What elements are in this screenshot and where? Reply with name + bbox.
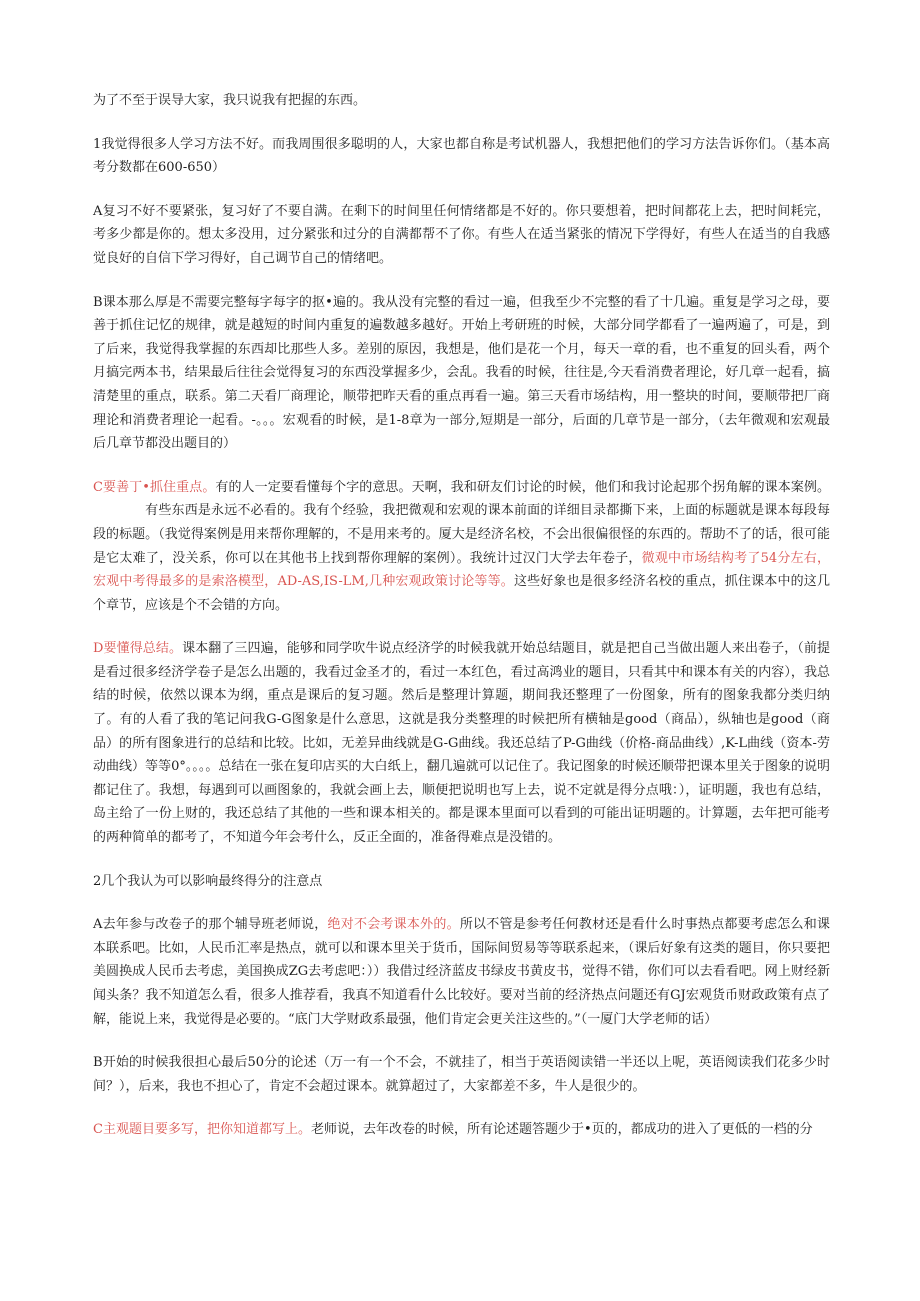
s2-a-text-1: A去年参与改卷子的那个辅导班老师说， [93,917,328,933]
s2-a-highlight: 绝对不会考课本外的。 [327,917,460,933]
point-c-highlight: C要善丁•抓住重点。 [93,479,216,495]
point-c-paragraph [93,476,830,618]
section-2-heading: 2几个我认为可以影响最终得分的注意点 [93,873,323,889]
s2-c-highlight: C主观题目要多写，把你知道都写上。 [93,1122,311,1138]
s2-a-text-2: 所以不管是参考任何教材还是看什么时事热点都要考虑怎么和课本联系吧。比如，人民币汇率是热点，就可以和课本里关于货币，国际间贸易等等联系起来，（课后好象有这类的题目，你只要把美圆换成人民币去考虑，美国换成ZG去考虑吧：））我借过经济蓝皮书绿皮书黄皮书，觉得不错，你们可以去看看吧。网上财经新闻头条？我不知道怎么看，很多人推荐看，我真不知道看什么比较好。要对当前的经济热点问题还有GJ宏观货币财政政策有点了解，能说上来，我觉得是必要的。“底门大学财政系最强，他们肯定会更关注这些的。”（一厦门大学老师的话） [93,917,830,1027]
intro-paragraph: 为了不至于误导大家，我只说我有把握的东西。 [93,93,367,108]
point-c-text-1: 有的人一定要看懂每个字的意思。天啊，我和研友们讨论的时候，他们和我讨论起那个拐角解的课本案例。 [215,479,830,495]
point-c-red-text: 微观中市场结构考了54分左右，宏观中考得最多的是索洛模型，AD-AS,IS-LM,几种宏观政策讨论等等。 [93,550,830,590]
point-c-text-3: 这些好象也是很多经济名校的重点，抓住课本中的这几个章节，应该是个不会错的方向。 [93,574,830,613]
section-2-point-b: B开始的时候我很担心最后50分的论述（万一有一个不会，不就挂了，相当于英语阅读错一半还以上呢，英语阅读我们花多少时间？），后来，我也不担心了，肯定不会超过课本。就算超过了，大家都差不多，牛人是很少的。 [93,1055,830,1094]
s2-c-text: 老师说，去年改卷的时候，所有论述题答题少于•页的，都成功的进入了更低的一档的分 [310,1122,813,1138]
point-a-paragraph: A复习不好不要紧张，复习好了不要自满。在剩下的时间里任何情绪都是不好的。你只要想着，把时间都花上去，把时间耗完，考多少都是你的。想太多没用，过分紧张和过分的自满都帮不了你。有些人在适当紧张的情况下学得好，有些人在适当的自我感觉良好的自信下学习得好，自己调节自己的情绪吧。 [93,203,830,266]
point-d-text: 课本翻了三四遍，能够和同学吹牛说点经济学的时候我就开始总结题目，就是把自己当做出题人来出卷子，（前提是看过很多经济学卷子是怎么出题的，我看过金圣才的，看过一本红色，看过高鸿业的题目，只看其中和课本有关的内容），我总结的时候，依然以课本为纲，重点是课后的复习题。然后是整理计算题，期间我还整理了一份图象，所有的图象我都分类归纳了。有的人看了我的笔记问我G-G图象是什么意思，这就是我分类整理的时候把所有横轴是good（商品），纵轴也是good（商品）的所有图象进行的总结和比较。比如，无差异曲线就是G-G曲线。我还总结了P-G曲线（价格-商品曲线）,K-L曲线（资本-劳动曲线）等等0°。。。。总结在一张在复印店买的大白纸上，翻几遍就可以记住了。我记图象的时候还顺带把课本里关于图象的说明都记住了。我想，每遇到可以画图象的，我就会画上去，顺便把说明也写上去，说不定就是得分点哦：），证明题，我也有总结，岛主给了一份上财的，我还总结了其他的一些和课本相关的。都是课本里面可以看到的可能出证明题的。计算题，去年把可能考的两种简单的都考了，不知道今年会考什么，反正全面的，准备得难点是没错的。 [93,641,830,846]
point-d-paragraph [93,637,830,849]
point-c-text-2: 有些东西是永远不必看的。我有个经验，我把微观和宏观的课本前面的详细目录都撕下来，上面的标题就是课本每段每段的标题。（我觉得案例是用来帮你理解的，不是用来考的。厦大是经济名校，不会出很偏很怪的东西的。帮助不了的话，很可能是它太难了，没关系，你可以在其他书上找到帮你理解的案例）。我统计过汉门大学去年卷子， [93,503,830,566]
point-d-highlight: D要懂得总结。 [93,641,183,657]
section-2-point-c [93,1118,830,1142]
section-2-point-a [93,913,830,1031]
section-1-heading: 1我觉得很多人学习方法不好。而我周围很多聪明的人，大家也都自称是考试机器人，我想把他们的学习方法告诉你们。（基本高考分数都在600-650） [93,136,830,176]
point-b-paragraph: B课本那么厚是不需要完整每字每字的抠•遍的。我从没有完整的看过一遍，但我至少不完整的看了十几遍。重复是学习之母，要善于抓住记忆的规律，就是越短的时间内重复的遍数越多越好。开始上考研班的时候，大部分同学都看了一遍两遍了，可是，到了后来，我觉得我掌握的东西却比那些人多。差别的原因，我想是，他们是花一个月，每天一章的看，也不重复的回头看，两个月搞完两本书，结果最后往往会觉得复习的东西没掌握多少，会乱。我看的时候，往往是,今天看消费者理论，好几章一起看，搞清楚里的重点，联系。第二天看厂商理论，顺带把昨天看的重点再看一遍。第三天看市场结构，用一整块的时间，要顺带把厂商理论和消费者理论一起看。-。。。宏观看的时候，是1-8章为一部分,短期是一部分，后面的几章节是一部分，（去年微观和宏观最后几章节都没出题目的） [93,294,830,452]
